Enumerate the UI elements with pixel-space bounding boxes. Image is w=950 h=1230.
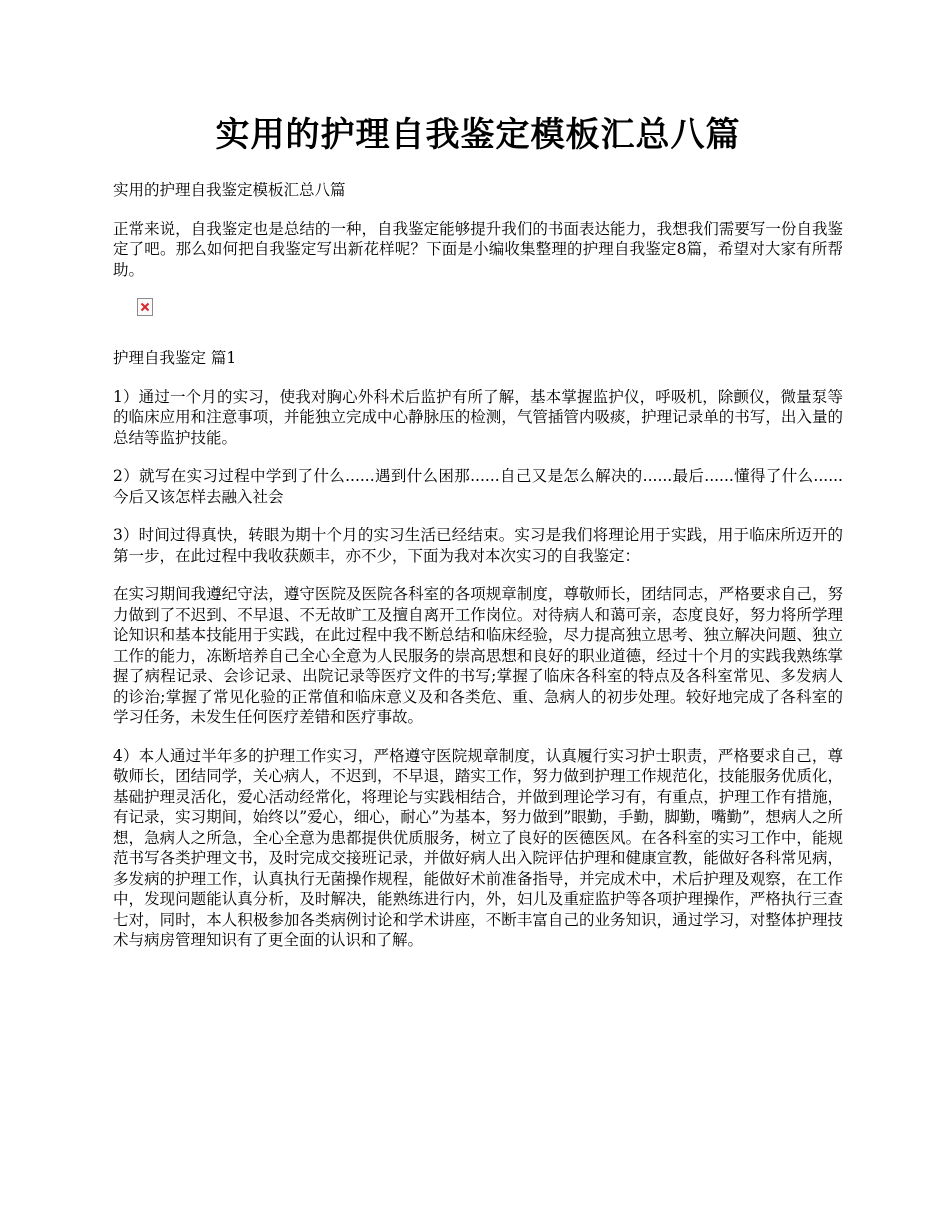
paragraph-3: 3）时间过得真快，转眼为期十个月的实习生活已经结束。实习是我们将理论用于实践，用于临床所迈开的第一步，在此过程中我收获颇丰，亦不少，下面为我对本次实习的自我鉴定： <box>113 526 843 565</box>
intro-paragraph: 正常来说，自我鉴定也是总结的一种，自我鉴定能够提升我们的书面表达能力，我想我们需要写一份自我鉴定了吧。那么如何把自我鉴定写出新花样呢？下面是小编收集整理的护理自我鉴定8篇，希望对大家有所帮助。 <box>113 219 843 279</box>
paragraph-4: 在实习期间我遵纪守法，遵守医院及医院各科室的各项规章制度，尊敬师长，团结同志，严格要求自己，努力做到了不迟到、不早退、不无故旷工及擅自离开工作岗位。对待病人和蔼可亲，态度良好，努力将所学理论知识和基本技能用于实践，在此过程中我不断总结和临床经验，尽力提高独立思考、独立解决问题、独立工作的能力，冻断培养自己全心全意为人民服务的崇高思想和良好的职业道德，经过十个月的实践我熟练掌握了病程记录、会诊记录、出院记录等医疗文件的书写;掌握了临床各科室的特点及各科室常见、多发病人的诊治;掌握了常见化验的正常值和临床意义及和各类危、重、急病人的初步处理。较好地完成了各科室的学习任务，未发生任何医疗差错和医疗事故。 <box>113 585 843 726</box>
broken-image-icon <box>137 298 153 316</box>
broken-image-x-mark <box>140 302 150 312</box>
document-title: 实用的护理自我鉴定模板汇总八篇 <box>215 115 741 155</box>
document-subtitle: 实用的护理自我鉴定模板汇总八篇 <box>113 181 346 199</box>
section-heading: 护理自我鉴定 篇1 <box>113 349 237 367</box>
document-body <box>113 180 843 969</box>
paragraph-1: 1）通过一个月的实习，使我对胸心外科术后监护有所了解，基本掌握监护仪，呼吸机，除颤仪，微量泵等的临床应用和注意事项，并能独立完成中心静脉压的检测，气管插管内吸痰，护理记录单的书写，出入量的总结等监护技能。 <box>113 387 843 447</box>
paragraph-2: 2）就写在实习过程中学到了什么......遇到什么困那......自己又是怎么解决的......最后......懂得了什么......今后又该怎样去融入社会 <box>113 467 843 506</box>
paragraph-5: 4）本人通过半年多的护理工作实习，严格遵守医院规章制度，认真履行实习护士职责，严格要求自己，尊敬师长，团结同学，关心病人，不迟到，不早退，踏实工作，努力做到护理工作规范化，技能服务优质化，基础护理灵活化，爱心活动经常化，将理论与实践相结合，并做到理论学习有，有重点，护理工作有措施，有记录，实习期间，始终以”爱心，细心，耐心”为基本，努力做到”眼勤，手勤，脚勤，嘴勤”，想病人之所想，急病人之所急，全心全意为患都提供优质服务，树立了良好的医德医风。在各科室的实习工作中，能规范书写各类护理文书，及时完成交接班记录，并做好病人出入院评估护理和健康宣教，能做好各科常见病，多发病的护理工作，认真执行无菌操作规程，能做好术前准备指导，并完成术中，术后护理及观察，在工作中，发现问题能认真分析，及时解决，能熟练进行内，外，妇儿及重症监护等各项护理操作，严格执行三查七对，同时，本人积极参加各类病例讨论和学术讲座，不断丰富自己的业务知识，通过学习，对整体护理技术与病房管理知识有了更全面的认识和了解。 <box>113 746 843 949</box>
